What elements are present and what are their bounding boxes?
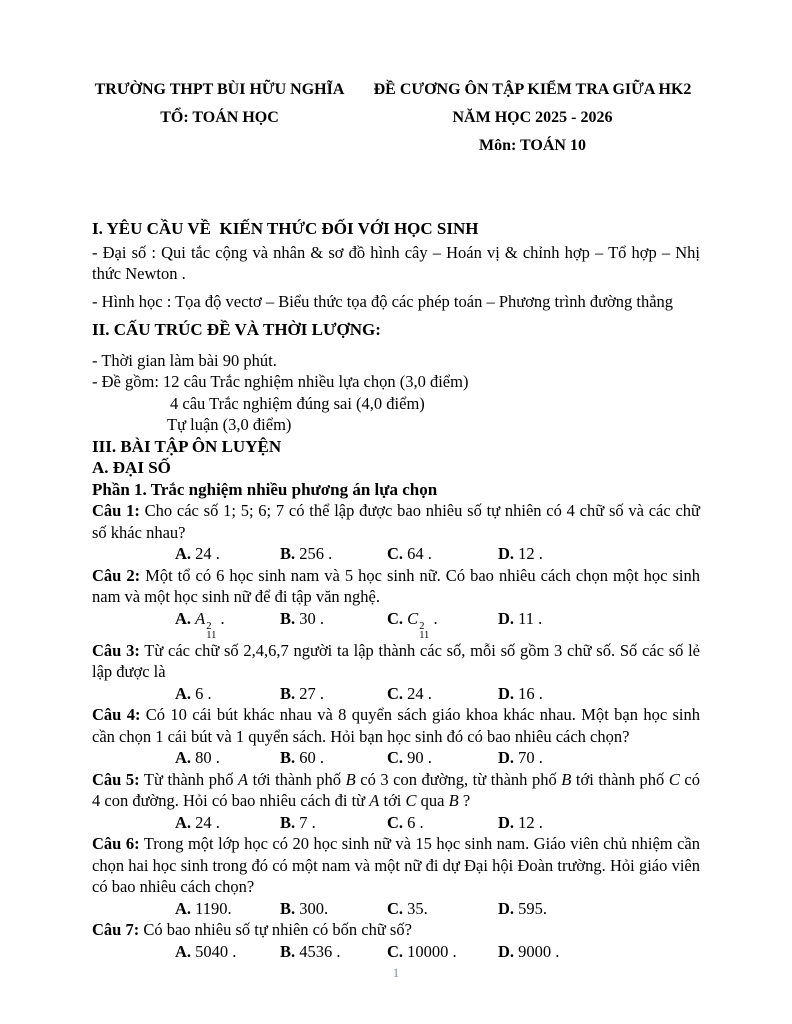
question-7-text: Câu 7: Có bao nhiêu số tự nhiên có bốn chữ số? [92, 920, 412, 939]
option-letter: A. [175, 748, 192, 767]
question-1-option-C: C. 64 . [387, 544, 432, 563]
question-4-option-B: B. 60 . [280, 748, 325, 767]
option-letter: C. [387, 544, 404, 563]
question-1-option-B: B. 256 . [280, 544, 333, 563]
question-5-option-A: A. 24 . [175, 812, 220, 832]
department-name: TỔ: TOÁN HỌC [160, 109, 279, 126]
question-7-option-C: C. 10000 . [387, 941, 457, 961]
question-4-option-C: C. 90 . [387, 748, 432, 767]
section-3-heading: III. BÀI TẬP ÔN LUYỆN [92, 436, 282, 456]
option-letter: C. [387, 812, 404, 832]
option-letter: B. [280, 683, 296, 703]
math-symbol-C2-11: C 2 11 [407, 608, 430, 641]
question-3-option-D: D. 16 . [498, 683, 543, 703]
question-3-text: Câu 3: Từ các chữ số 2,4,6,7 người ta lập thành các số, mỗi số gồm 3 chữ số. Số các số lẻ lập được là [92, 640, 701, 681]
option-letter: B. [280, 544, 296, 563]
option-letter: C. [387, 608, 404, 628]
question-6-label: Câu 6: [92, 834, 140, 853]
question-5-option-B: B. 7 . [280, 812, 316, 832]
page-number: 1 [392, 965, 400, 980]
school-year: NĂM HỌC 2025 - 2026 [452, 109, 613, 126]
section-2-duration: - Thời gian làm bài 90 phút. [92, 350, 277, 370]
header-title-block [365, 76, 700, 160]
question-5-option-D: D. 12 . [498, 812, 543, 832]
section-1-algebra: - Đại số : Qui tắc cộng và nhân & sơ đồ hình cây – Hoán vị & chỉnh hợp – Tổ hợp – Nhị thức Newton . [92, 242, 700, 283]
option-letter: D. [498, 683, 515, 703]
section-2-structure-3: Tự luận (3,0 điểm) [167, 415, 292, 434]
question-6-option-D: D. 595. [498, 898, 548, 918]
section-2-heading: II. CẤU TRÚC ĐỀ VÀ THỜI LƯỢNG: [92, 320, 381, 339]
question-1-text: Câu 1: Cho các số 1; 5; 6; 7 có thể lập được bao nhiêu số tự nhiên có 4 chữ số và các chữ số khác nhau? [92, 501, 700, 542]
question-2-option-C: C. C 2 11 . [387, 608, 438, 641]
option-letter: A. [175, 898, 192, 918]
document-title: ĐỀ CƯƠNG ÔN TẬP KIỂM TRA GIỮA HK2 [373, 81, 692, 98]
option-letter: D. [498, 748, 515, 767]
question-4-option-A: A. 80 . [175, 748, 220, 767]
option-letter: A. [175, 608, 192, 628]
question-1-answers [92, 543, 700, 565]
document-header [92, 76, 700, 160]
option-letter: A. [175, 812, 192, 832]
question-4-text: Câu 4: Có 10 cái bút khác nhau và 8 quyển sách giáo khoa khác nhau. Một bạn học sinh cần chọn 1 cái bút và 1 quyển sách. Hỏi bạn học sinh đó có bao nhiêu cách chọn? [92, 705, 700, 746]
option-letter: A. [175, 544, 192, 563]
math-symbol-A2-11: A 2 11 [195, 608, 217, 641]
option-letter: C. [387, 748, 404, 767]
section-2-structure-1: - Đề gồm: 12 câu Trắc nghiệm nhiều lựa chọn (3,0 điểm) [92, 372, 469, 391]
school-name: TRƯỜNG THPT BÙI HỮU NGHĨA [94, 81, 345, 98]
option-letter: A. [175, 941, 192, 961]
option-letter: B. [280, 608, 296, 628]
question-5-label: Câu 5: [92, 769, 140, 789]
question-7-label: Câu 7: [92, 920, 140, 939]
subject-line: Môn: TOÁN 10 [479, 137, 586, 154]
question-1-label: Câu 1: [92, 501, 140, 520]
question-6-option-B: B. 300. [280, 898, 329, 918]
question-5-option-C: C. 6 . [387, 812, 424, 832]
section-2-structure-2: 4 câu Trắc nghiệm đúng sai (4,0 điểm) [170, 393, 425, 413]
question-5-text: Câu 5: Từ thành phố A tới thành phố B có 3 con đường, từ thành phố B tới thành phố C có 4 con đường. Hỏi có bao nhiêu cách đi từ A tới C qua B ? [92, 769, 701, 810]
question-3-answers [92, 683, 700, 705]
option-letter: C. [387, 683, 404, 703]
question-3-option-B: B. 27 . [280, 683, 325, 703]
option-letter: B. [280, 898, 296, 918]
question-3-option-A: A. 6 . [175, 683, 212, 703]
question-6-text: Câu 6: Trong một lớp học có 20 học sinh nữ và 15 học sinh nam. Giáo viên chủ nhiệm cần chọn hai học sinh trong đó có một nam và một nữ đi dự Đại hội Đoàn trường. Hỏi giáo viên có bao nhiêu cách chọn? [92, 834, 700, 896]
question-1-option-D: D. 12 . [498, 544, 543, 563]
question-1-option-A: A. 24 . [175, 544, 220, 563]
question-7-answers [92, 941, 700, 963]
section-3-part-1: Phần 1. Trắc nghiệm nhiều phương án lựa chọn [92, 479, 438, 499]
question-2-answers [92, 608, 700, 640]
section-3-subsection: A. ĐẠI SỐ [92, 458, 171, 477]
option-letter: D. [498, 812, 515, 832]
question-2-option-B: B. 30 . [280, 608, 325, 628]
option-letter: D. [498, 898, 515, 918]
question-4-option-D: D. 70 . [498, 748, 543, 767]
section-1-heading: I. YÊU CẦU VỀ KIẾN THỨC ĐỐI VỚI HỌC SINH [92, 219, 479, 238]
option-letter: C. [387, 941, 404, 961]
section-1-geometry: - Hình học : Tọa độ vectơ – Biểu thức tọa độ các phép toán – Phương trình đường thẳng [92, 291, 674, 311]
question-2-text: Câu 2: Một tổ có 6 học sinh nam và 5 học sinh nữ. Có bao nhiêu cách chọn một học sinh nam và một học sinh nữ để đi tập văn nghệ. [92, 565, 701, 606]
question-4-label: Câu 4: [92, 705, 141, 724]
header-school-block [92, 76, 347, 160]
question-6-answers [92, 898, 700, 920]
question-6-option-A: A. 1190. [175, 898, 232, 918]
option-letter: D. [498, 608, 515, 628]
question-2-option-D: D. 11 . [498, 608, 543, 628]
questions-list [92, 500, 700, 962]
question-2-option-A: A. A 2 11 . [175, 608, 225, 641]
option-letter: D. [498, 941, 515, 961]
option-letter: B. [280, 748, 296, 767]
question-5-answers [92, 812, 700, 834]
option-letter: B. [280, 941, 296, 961]
option-letter: A. [175, 683, 192, 703]
question-7-option-B: B. 4536 . [280, 941, 341, 961]
question-3-label: Câu 3: [92, 640, 140, 660]
question-3-option-C: C. 24 . [387, 683, 432, 703]
question-7-option-D: D. 9000 . [498, 941, 560, 961]
option-letter: C. [387, 898, 404, 918]
question-4-answers [92, 747, 700, 769]
question-6-option-C: C. 35. [387, 898, 428, 918]
option-letter: B. [280, 812, 296, 832]
question-2-label: Câu 2: [92, 565, 141, 585]
option-letter: D. [498, 544, 515, 563]
question-7-option-A: A. 5040 . [175, 941, 237, 961]
